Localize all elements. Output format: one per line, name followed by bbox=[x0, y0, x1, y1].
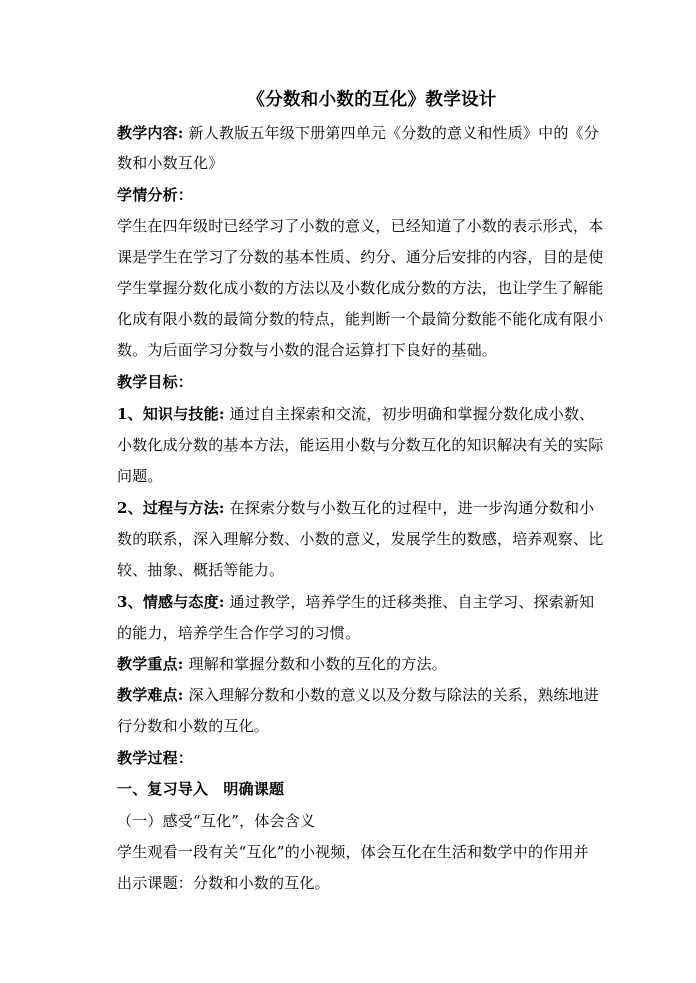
goal3-line-1 bbox=[117, 591, 627, 613]
content-label: 教学内容: bbox=[117, 124, 184, 142]
key-point-text: 理解和掌握分数和小数的互化的方法。 bbox=[188, 655, 447, 673]
goal2-text-3: 较、抽象、概括等能力。 bbox=[117, 561, 285, 579]
goal3-text-2: 的能力，培养学生合作学习的习惯。 bbox=[117, 624, 361, 642]
difficulty-label: 教学难点: bbox=[117, 686, 184, 704]
goal1-text-1: 通过自主探索和交流，初步明确和掌握分数化成小数、 bbox=[229, 405, 595, 423]
process-text-1: 学生观看一段有关“互化”的小视频，体会互化在生活和数学中的作用并 bbox=[117, 843, 589, 861]
analysis-line: 学生掌握分数化成小数的方法以及小数化成分数的方法，也让学生了解能 bbox=[117, 279, 604, 297]
goal1-text-2: 小数化成分数的基本方法，能运用小数与分数互化的知识解决有关的实际 bbox=[117, 436, 604, 454]
difficulty-text-1: 深入理解分数和小数的意义以及分数与除法的关系，熟练地进 bbox=[188, 686, 599, 704]
goal2-line-1 bbox=[117, 497, 627, 519]
process-text-2: 出示课题：分数和小数的互化。 bbox=[117, 874, 330, 892]
goal1-line-1 bbox=[117, 403, 627, 425]
process-label: 教学过程： bbox=[117, 749, 194, 767]
goal1-label: 1、知识与技能: bbox=[117, 405, 225, 423]
analysis-line: 化成有限小数的最简分数的特点，能判断一个最简分数能不能化成有限小 bbox=[117, 310, 604, 328]
difficulty-text-2: 行分数和小数的互化。 bbox=[117, 717, 270, 735]
goals-label: 教学目标： bbox=[117, 373, 194, 391]
analysis-line: 学生在四年级时已经学习了小数的意义，已经知道了小数的表示形式，本 bbox=[117, 217, 604, 235]
process-subsection-1: （一）感受“互化”，体会含义 bbox=[117, 812, 316, 830]
difficulty-line-1 bbox=[117, 684, 627, 706]
goal2-text-2: 数的联系，深入理解分数、小数的意义，发展学生的数感，培养观察、比 bbox=[117, 530, 604, 548]
key-point-label: 教学重点: bbox=[117, 655, 184, 673]
content-text-2: 数和小数互化》 bbox=[117, 154, 224, 172]
key-point-line bbox=[117, 653, 627, 675]
analysis-line: 课是学生在学习了分数的基本性质、约分、通分后安排的内容，目的是使 bbox=[117, 248, 604, 266]
process-section-1: 一、复习导入 明确课题 bbox=[117, 780, 285, 798]
content-line-1 bbox=[117, 122, 627, 144]
goal2-label: 2、过程与方法: bbox=[117, 499, 225, 517]
document-title: 《分数和小数的互化》教学设计 bbox=[247, 90, 497, 110]
goal1-text-3: 问题。 bbox=[117, 467, 163, 485]
goal2-text-1: 在探索分数与小数互化的过程中，进一步沟通分数和小 bbox=[229, 499, 595, 517]
goal3-label: 3、情感与态度: bbox=[117, 593, 225, 611]
content-text-1: 新人教版五年级下册第四单元《分数的意义和性质》中的《分 bbox=[188, 124, 599, 142]
analysis-label: 学情分析： bbox=[117, 186, 194, 204]
analysis-line: 数。为后面学习分数与小数的混合运算打下良好的基础。 bbox=[117, 341, 498, 359]
goal3-text-1: 通过教学，培养学生的迁移类推、自主学习、探索新知 bbox=[229, 593, 595, 611]
